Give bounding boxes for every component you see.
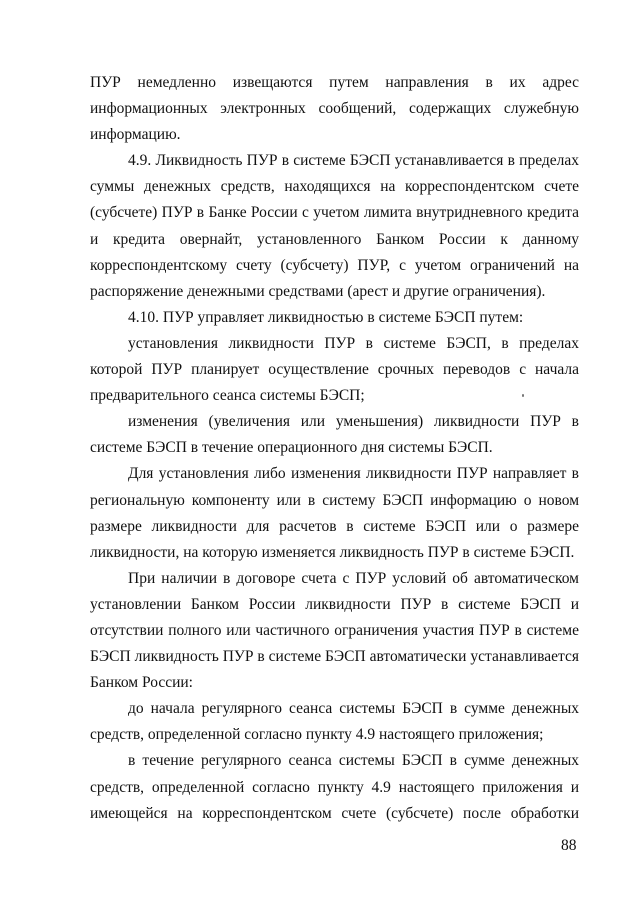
document-page [90,70,579,827]
paragraph-send-info: Для установления либо изменения ликвидности ПУР направляет в региональную компоненту или в систему БЭСП информацию о новом размере ликвидности для расчетов в системе БЭСП или о размере ликвидности, на которую изменяется ликвидность ПУР в системе БЭСП. [90,465,579,561]
paragraph-4-10: 4.10. ПУР управляет ликвидностью в системе БЭСП путем: [128,308,524,326]
paragraph-change-liquidity: изменения (увеличения или уменьшения) ликвидности ПУР в системе БЭСП в течение операционного дня системы БЭСП. [90,413,579,457]
page-number: 88 [561,837,577,854]
scan-speck [522,394,524,397]
paragraph-4-9: 4.9. Ликвидность ПУР в системе БЭСП устанавливается в пределах суммы денежных средств, находящихся на корреспондентском счете (субсчете) ПУР в Банке России с учетом лимита внутридневного кредита и кредита овернайт, установленного Банком России к данному корреспондентскому счету (субсчету) ПУР, с учетом ограничений на распоряжение денежными средствами (арест и другие ограничения). [90,152,579,300]
paragraph-1: ПУР немедленно извещаются путем направления в их адрес информационных электронных сообщений, содержащих служебную информацию. [90,74,579,144]
paragraph-before-regular-session: до начала регулярного сеанса системы БЭСП в сумме денежных средств, определенной согласно пункту 4.9 настоящего приложения; [90,700,579,744]
paragraph-during-regular-session: в течение регулярного сеанса системы БЭСП в сумме денежных средств, определенной согласно пункту 4.9 настоящего приложения и имеющейся на корреспондентском счете (субсчете) после обработки [90,752,579,822]
paragraph-automatic-setup: При наличии в договоре счета с ПУР условий об автоматическом установлении Банком России ликвидности ПУР в системе БЭСП и отсутствии полного или частичного ограничения участия ПУР в системе БЭСП ликвидность ПУР в системе БЭСП автоматически устанавливается Банком России: [90,569,579,692]
paragraph-establish-liquidity: установления ликвидности ПУР в системе БЭСП, в пределах которой ПУР планирует осуществление срочных переводов с начала предварительного сеанса системы БЭСП; [90,334,579,405]
